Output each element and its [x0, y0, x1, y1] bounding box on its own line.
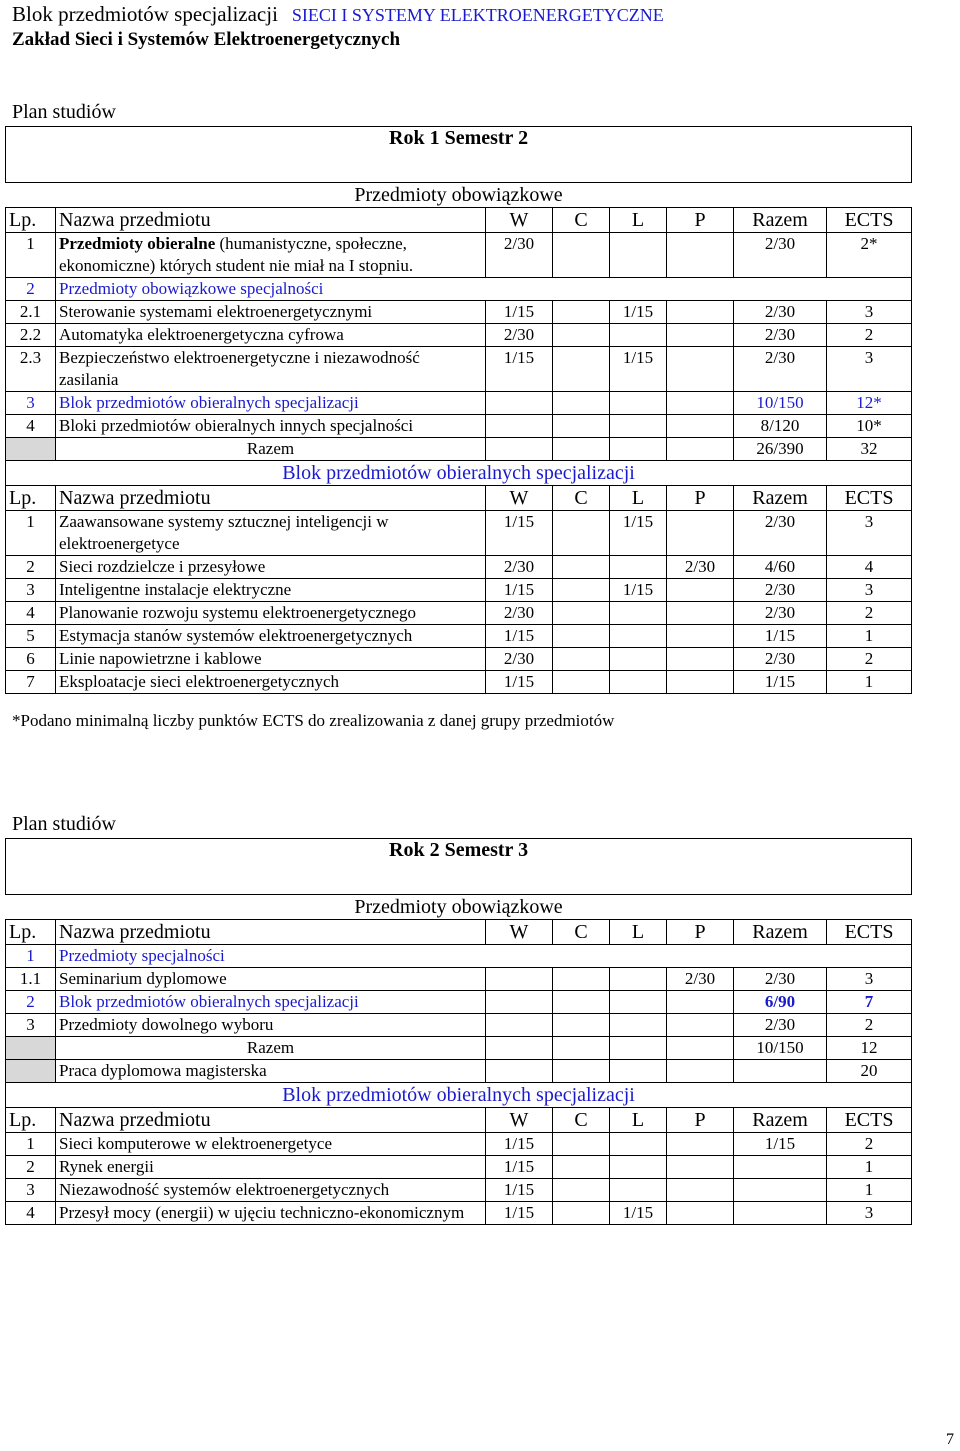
table-row: 3 Przedmioty dowolnego wyboru 2/30 2: [6, 1014, 912, 1037]
table-row: 1 Przedmioty specjalności: [6, 945, 912, 968]
cell-w: 2/30: [486, 602, 553, 625]
cell-name: Linie napowietrzne i kablowe: [56, 648, 486, 671]
cell-name: Planowanie rozwoju systemu elektroenergetycznego: [56, 602, 486, 625]
cell-name: Rynek energii: [56, 1156, 486, 1179]
cell-lp: 2: [6, 1156, 56, 1179]
elective-row: [6, 579, 912, 602]
cell-lp: 1: [6, 511, 56, 556]
plan-heading-2: Plan studiów: [12, 813, 116, 835]
cell-name: Eksploatacje sieci elektroenergetycznych: [56, 671, 486, 694]
cell-lp: 7: [6, 671, 56, 694]
cell-p: [667, 602, 734, 625]
cell-c: [553, 556, 610, 579]
cell-razem: 2/30: [734, 511, 827, 556]
specialization-name: SIECI I SYSTEMY ELEKTROENERGETYCZNE: [291, 5, 664, 25]
section-title-electives: Blok przedmiotów obieralnych specjalizacji: [6, 461, 912, 486]
cell-p: [667, 1202, 734, 1225]
cell-ects: 2: [827, 648, 912, 671]
cell-lp: 4: [6, 602, 56, 625]
cell-l: [610, 648, 667, 671]
table-row: 1 Przedmioty obieralne (humanistyczne, społeczne, ekonomiczne) których student nie miał na I stopniu. 2/30 2/30 2*: [6, 233, 912, 278]
section-title-mandatory: Przedmioty obowiązkowe: [6, 895, 912, 920]
cell-l: 1/15: [610, 579, 667, 602]
cell-c: [553, 1133, 610, 1156]
total-row: Razem 10/150 12: [6, 1037, 912, 1060]
cell-c: [553, 648, 610, 671]
cell-c: [553, 602, 610, 625]
cell-razem: 1/15: [734, 671, 827, 694]
plan-table-year2-sem3: [5, 838, 912, 1225]
cell-name: Sieci rozdzielcze i przesyłowe: [56, 556, 486, 579]
plan-table-year1-sem2: [5, 126, 912, 694]
table-row: 3 Blok przedmiotów obieralnych specjalizacji 10/150 12*: [6, 392, 912, 415]
total-row: Razem 26/390 32: [6, 438, 912, 461]
cell-p: [667, 511, 734, 556]
cell-ects: 1: [827, 625, 912, 648]
cell-razem: 4/60: [734, 556, 827, 579]
cell-razem: [734, 1179, 827, 1202]
page-number: 7: [946, 1431, 954, 1448]
cell-ects: 4: [827, 556, 912, 579]
cell-lp: 4: [6, 1202, 56, 1225]
cell-l: [610, 1133, 667, 1156]
cell-c: [553, 511, 610, 556]
cell-p: [667, 1133, 734, 1156]
department-name: Zakład Sieci i Systemów Elektroenergetycznych: [12, 29, 401, 50]
cell-w: 1/15: [486, 1179, 553, 1202]
cell-p: [667, 625, 734, 648]
cell-c: [553, 671, 610, 694]
cell-razem: [734, 1156, 827, 1179]
elective-row: [6, 1156, 912, 1179]
cell-w: 1/15: [486, 1156, 553, 1179]
cell-w: 2/30: [486, 648, 553, 671]
cell-w: 1/15: [486, 579, 553, 602]
footnote: *Podano minimalną liczby punktów ECTS do zrealizowania z danej grupy przedmiotów: [12, 711, 615, 730]
table-caption: Rok 1 Semestr 2: [6, 127, 912, 183]
elective-row: [6, 602, 912, 625]
cell-name: Niezawodność systemów elektroenergetycznych: [56, 1179, 486, 1202]
cell-l: [610, 671, 667, 694]
table-row: 4 Bloki przedmiotów obieralnych innych specjalności 8/120 10*: [6, 415, 912, 438]
cell-l: [610, 602, 667, 625]
column-header-row: Lp. Nazwa przedmiotu W C L P Razem ECTS: [6, 920, 912, 945]
section-title-mandatory: Przedmioty obowiązkowe: [6, 183, 912, 208]
cell-name: Estymacja stanów systemów elektroenergetycznych: [56, 625, 486, 648]
elective-row: [6, 671, 912, 694]
elective-row: [6, 1133, 912, 1156]
table-row: 2 Przedmioty obowiązkowe specjalności: [6, 278, 912, 301]
cell-ects: 3: [827, 1202, 912, 1225]
cell-ects: 1: [827, 1179, 912, 1202]
cell-w: 1/15: [486, 671, 553, 694]
cell-razem: 1/15: [734, 625, 827, 648]
cell-l: [610, 625, 667, 648]
column-header-row: Lp. Nazwa przedmiotu W C L P Razem ECTS: [6, 1108, 912, 1133]
cell-lp: 6: [6, 648, 56, 671]
cell-c: [553, 579, 610, 602]
cell-p: [667, 1156, 734, 1179]
cell-razem: 1/15: [734, 1133, 827, 1156]
section-title-electives: Blok przedmiotów obieralnych specjalizacji: [6, 1083, 912, 1108]
cell-w: 1/15: [486, 511, 553, 556]
table-row: 2.1 Sterowanie systemami elektroenergetycznymi 1/15 1/15 2/30 3: [6, 301, 912, 324]
cell-c: [553, 1202, 610, 1225]
elective-row: [6, 648, 912, 671]
cell-razem: 2/30: [734, 579, 827, 602]
elective-row: [6, 556, 912, 579]
column-header-row: Lp. Nazwa przedmiotu W C L P Razem ECTS: [6, 208, 912, 233]
cell-ects: 3: [827, 579, 912, 602]
elective-row: [6, 1202, 912, 1225]
cell-l: [610, 1179, 667, 1202]
cell-name: Zaawansowane systemy sztucznej inteligencji w elektroenergetyce: [56, 511, 486, 556]
cell-p: [667, 579, 734, 602]
cell-name: Inteligentne instalacje elektryczne: [56, 579, 486, 602]
table-caption: Rok 2 Semestr 3: [6, 839, 912, 895]
cell-lp: 5: [6, 625, 56, 648]
thesis-row: Praca dyplomowa magisterska 20: [6, 1060, 912, 1083]
table-row: 1.1 Seminarium dyplomowe 2/30 2/30 3: [6, 968, 912, 991]
cell-razem: 2/30: [734, 648, 827, 671]
cell-l: [610, 556, 667, 579]
cell-ects: 1: [827, 1156, 912, 1179]
cell-l: 1/15: [610, 1202, 667, 1225]
column-header-row: Lp. Nazwa przedmiotu W C L P Razem ECTS: [6, 486, 912, 511]
cell-p: [667, 1179, 734, 1202]
cell-w: 1/15: [486, 625, 553, 648]
document-title: Blok przedmiotów specjalizacji SIECI I SYSTEMY ELEKTROENERGETYCZNE: [12, 2, 664, 26]
cell-l: [610, 1156, 667, 1179]
cell-ects: 1: [827, 671, 912, 694]
cell-ects: 3: [827, 511, 912, 556]
cell-w: 1/15: [486, 1202, 553, 1225]
cell-w: 2/30: [486, 556, 553, 579]
cell-l: 1/15: [610, 511, 667, 556]
table-row: 2 Blok przedmiotów obieralnych specjalizacji 6/90 7: [6, 991, 912, 1014]
cell-ects: 2: [827, 1133, 912, 1156]
cell-name: Przesył mocy (energii) w ujęciu techniczno-ekonomicznym: [56, 1202, 486, 1225]
cell-razem: [734, 1202, 827, 1225]
elective-row: [6, 625, 912, 648]
table-row: 2.3 Bezpieczeństwo elektroenergetyczne i niezawodność zasilania 1/15 1/15 2/30 3: [6, 347, 912, 392]
elective-row: [6, 511, 912, 556]
cell-c: [553, 1179, 610, 1202]
cell-c: [553, 625, 610, 648]
plan-heading-1: Plan studiów: [12, 101, 116, 123]
cell-w: 1/15: [486, 1133, 553, 1156]
cell-name: Sieci komputerowe w elektroenergetyce: [56, 1133, 486, 1156]
cell-p: 2/30: [667, 556, 734, 579]
cell-ects: 2: [827, 602, 912, 625]
cell-razem: 2/30: [734, 602, 827, 625]
cell-c: [553, 1156, 610, 1179]
table-row: 2.2 Automatyka elektroenergetyczna cyfrowa 2/30 2/30 2: [6, 324, 912, 347]
cell-p: [667, 671, 734, 694]
cell-lp: 2: [6, 556, 56, 579]
cell-p: [667, 648, 734, 671]
cell-lp: 3: [6, 579, 56, 602]
elective-row: [6, 1179, 912, 1202]
cell-lp: 3: [6, 1179, 56, 1202]
cell-lp: 1: [6, 1133, 56, 1156]
